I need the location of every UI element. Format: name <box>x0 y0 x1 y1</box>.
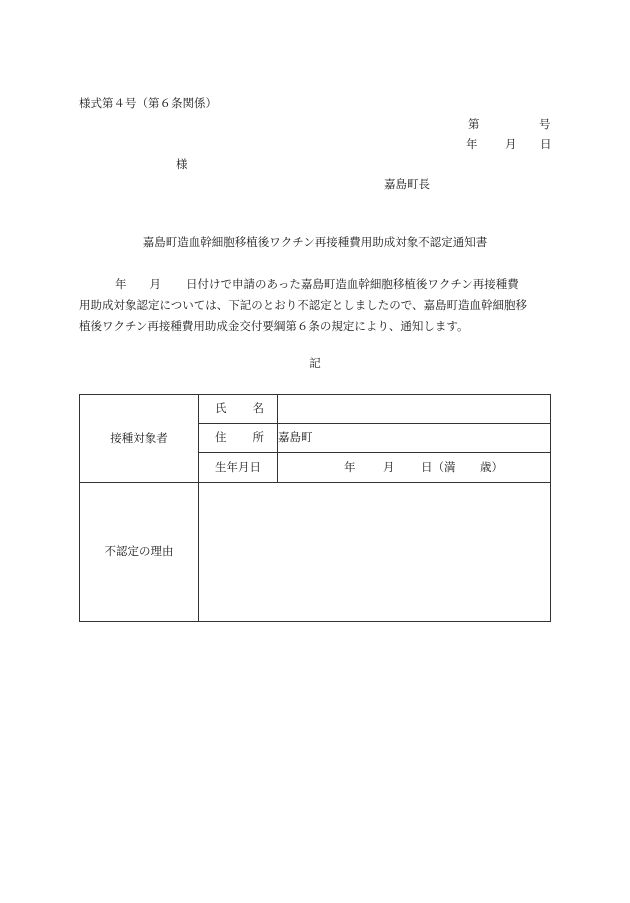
body-line-1-text: 日付けで申請のあった嘉島町造血幹細胞移植後ワクチン再接種費 <box>186 277 519 291</box>
reason-header: 不認定の理由 <box>104 544 174 559</box>
name-label-cell <box>199 395 278 424</box>
birthdate-label: 生年月日 <box>215 459 261 474</box>
recipient-details-table <box>79 394 551 622</box>
address-label-2: 所 <box>252 430 264 445</box>
issuer: 嘉島町長 <box>384 177 430 191</box>
issue-date-month-label: 月 <box>505 137 517 151</box>
birth-month-label: 月 <box>383 460 395 474</box>
address-label-cell <box>199 424 278 453</box>
name-value-cell <box>278 395 551 424</box>
body-line-1 <box>79 274 559 295</box>
name-label-1: 氏 <box>215 401 227 416</box>
document-number-label: 第 <box>468 117 480 131</box>
subject-header-cell <box>80 395 199 483</box>
document-title: 嘉島町造血幹細胞移植後ワクチン再接種費用助成対象不認定通知書 <box>142 235 488 249</box>
body-month-label: 月 <box>149 277 161 291</box>
issue-date-year-label: 年 <box>466 137 478 151</box>
name-label-2: 名 <box>252 401 264 416</box>
issue-date-day-label: 日 <box>540 137 552 151</box>
reason-value-cell <box>199 483 551 622</box>
birth-age-label: 歳） <box>480 460 503 474</box>
birthdate-value-cell <box>278 453 551 483</box>
body-line-3: 植後ワクチン再接種費用助成金交付要綱第６条の規定により、通知します。 <box>79 319 469 333</box>
birth-year-label: 年 <box>344 460 356 474</box>
ki-heading: 記 <box>309 356 321 370</box>
address-label-1: 住 <box>215 430 227 445</box>
birthdate-label-cell <box>199 453 278 483</box>
address-value: 嘉島町 <box>278 430 313 445</box>
reason-header-cell <box>80 483 199 622</box>
body-paragraph <box>79 274 559 337</box>
address-value-cell <box>278 424 551 453</box>
addressee-suffix: 様 <box>176 157 188 171</box>
body-year-label: 年 <box>115 277 127 291</box>
body-line-2: 用助成対象認定については、下記のとおり不認定としましたので、嘉島町造血幹細胞移 <box>79 298 528 312</box>
form-number: 様式第４号（第６条関係） <box>79 96 217 110</box>
subject-header: 接種対象者 <box>110 430 168 445</box>
document-number-suffix: 号 <box>539 117 551 131</box>
birth-day-label: 日（満 <box>421 460 456 474</box>
